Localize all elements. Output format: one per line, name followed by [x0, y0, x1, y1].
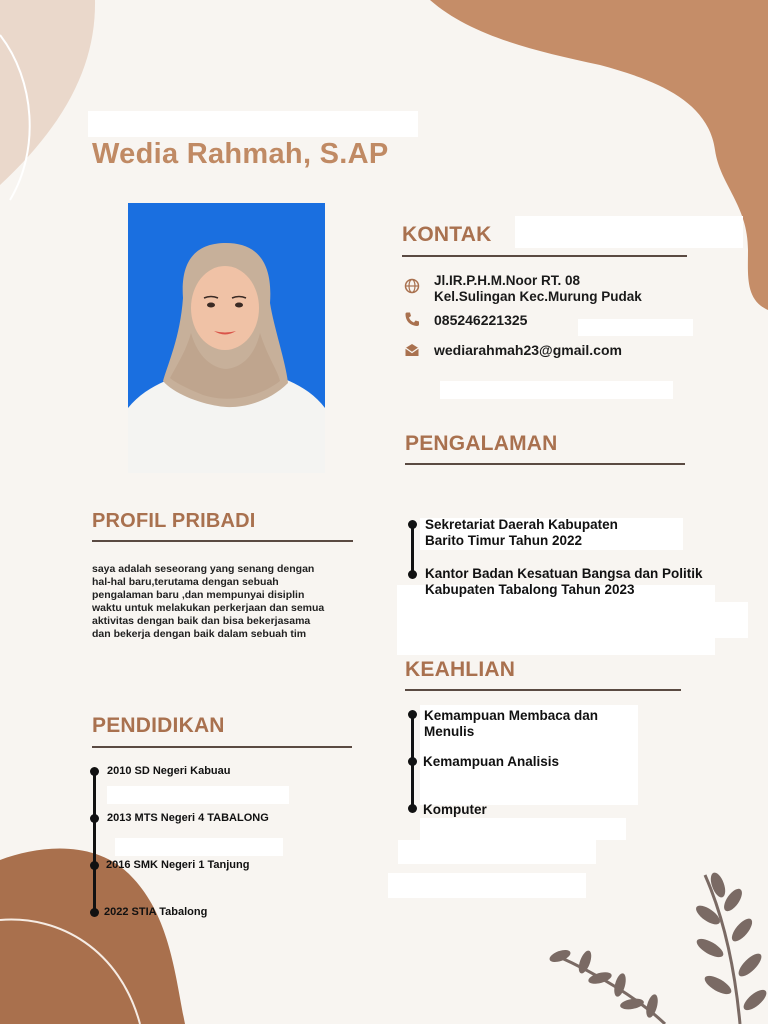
contact-email: wediarahmah23@gmail.com [434, 342, 622, 358]
address-line-2: Kel.Sulingan Kec.Murung Pudak [434, 289, 642, 304]
experience-heading: PENGALAMAN [405, 432, 558, 455]
person-name: Wedia Rahmah, S.AP [92, 138, 389, 170]
profile-paragraph: saya adalah seseorang yang senang dengan hal-hal baru,terutama dengan sebuah pengalaman baru ,dan mempunyai disiplin waktu untuk melakukan perkerjaan dan semua aktivitas dengan baik dan bisa bekerjasama dan bekerja dengan baik dalam sebuah tim [92, 563, 325, 640]
education-item: 2013 MTS Negeri 4 TABALONG [107, 812, 269, 824]
skill-item: Komputer [423, 802, 487, 817]
white-bar [705, 602, 748, 638]
profile-heading: PROFIL PRIBADI [92, 510, 256, 532]
white-bar [388, 873, 586, 898]
skill-item: Kemampuan Membaca dan Menulis [424, 708, 599, 739]
experience-heading-rule [405, 463, 685, 465]
contact-heading-rule [402, 255, 687, 257]
contact-phone: 085246221325 [434, 312, 528, 328]
experience-item: Sekretariat Daerah Kabupaten Barito Timur Tahun 2022 [425, 517, 618, 548]
white-bar [398, 840, 596, 864]
experience-item: Kantor Badan Kesatuan Bangsa dan Politik Kabupaten Tabalong Tahun 2023 [425, 566, 703, 597]
white-bar [107, 786, 289, 804]
contact-address [434, 273, 642, 305]
education-heading: PENDIDIKAN [92, 714, 225, 737]
timeline-dot [408, 710, 417, 719]
skill-item: Kemampuan Analisis [423, 754, 560, 769]
white-bar [115, 838, 283, 856]
white-bar [420, 818, 626, 840]
education-heading-rule [92, 746, 352, 748]
skills-heading-rule [405, 689, 681, 691]
top-right-blob [430, 0, 768, 310]
education-item: 2022 STIA Tabalong [104, 906, 208, 918]
white-bar [515, 216, 743, 248]
timeline-dot [408, 757, 417, 766]
education-timeline [93, 771, 96, 913]
timeline-dot [408, 570, 417, 579]
education-item: 2016 SMK Negeri 1 Tanjung [106, 859, 250, 871]
envelope-icon [404, 342, 420, 358]
white-bar [88, 111, 418, 137]
profile-heading-rule [92, 540, 353, 542]
top-left-blob [0, 0, 95, 185]
white-bar [440, 381, 673, 399]
education-item: 2010 SD Negeri Kabuau [107, 765, 231, 777]
timeline-dot [90, 908, 99, 917]
contact-heading: KONTAK [402, 223, 492, 246]
experience-timeline [411, 524, 414, 575]
profile-photo [128, 203, 325, 473]
portrait-illustration [128, 203, 325, 473]
timeline-dot [90, 767, 99, 776]
address-line-1: Jl.IR.P.H.M.Noor RT. 08 [434, 273, 581, 288]
timeline-dot [90, 814, 99, 823]
timeline-dot [90, 861, 99, 870]
phone-icon [404, 311, 420, 327]
timeline-dot [408, 804, 417, 813]
white-bar [578, 319, 693, 336]
skills-heading: KEAHLIAN [405, 658, 516, 681]
timeline-dot [408, 520, 417, 529]
globe-icon [404, 278, 420, 294]
